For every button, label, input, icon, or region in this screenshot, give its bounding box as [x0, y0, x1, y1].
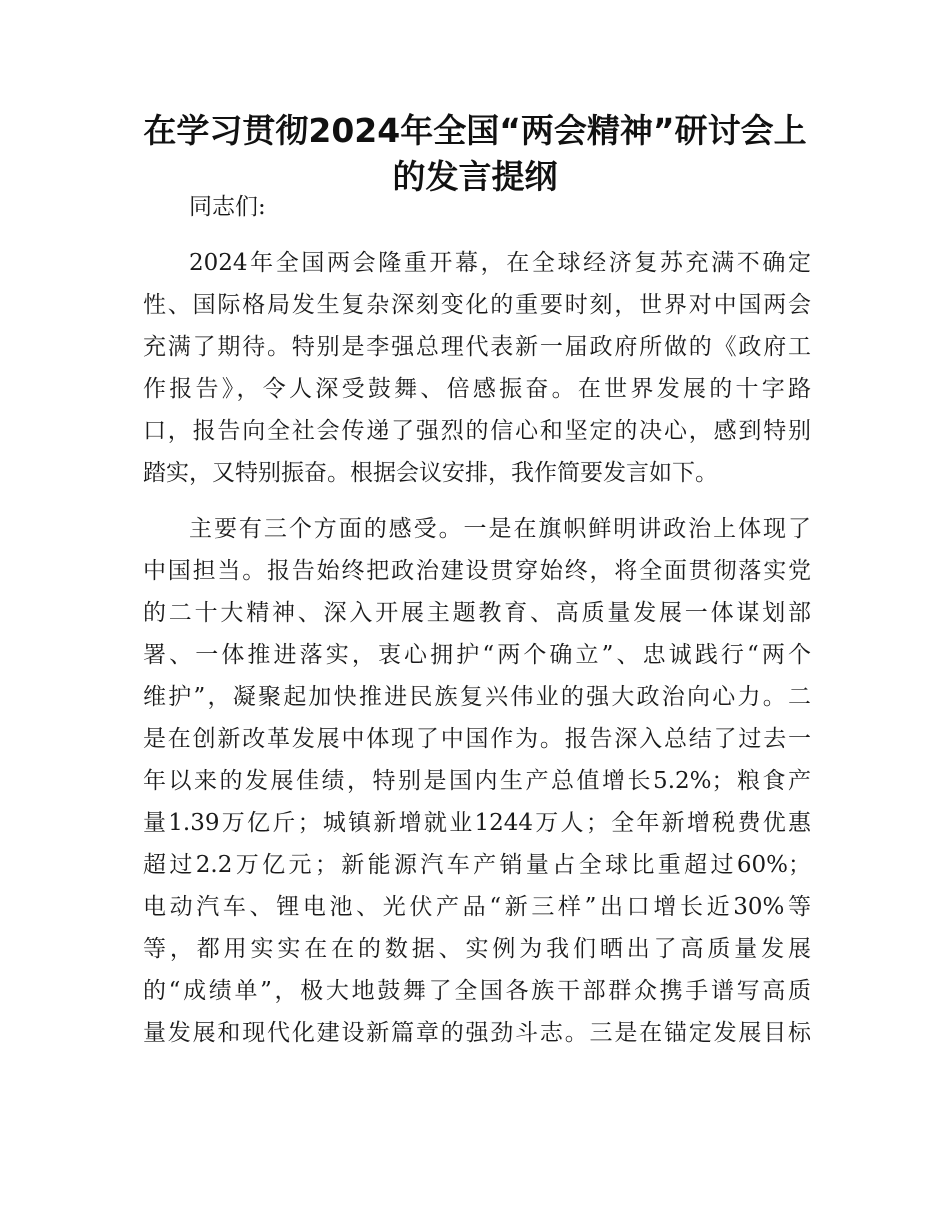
salutation: 同志们:: [189, 194, 266, 220]
paragraph-2: [143, 508, 811, 1054]
paragraph-1-line: 踏实，又特别振奋。根据会议安排，我作简要发言如下。: [143, 460, 718, 486]
paragraph-2-line: 超过2.2万亿元；新能源汽车产销量占全球比重超过60%；: [143, 852, 811, 878]
paragraph-2-line: 中国担当。报告始终把政治建设贯穿始终，将全面贯彻落实党: [143, 558, 811, 584]
document-body: [143, 186, 811, 1054]
title-line-2: 的发言提纲: [392, 157, 558, 196]
paragraph-1: [143, 242, 811, 494]
title-line-1: 在学习贯彻2024年全国“两会精神”研讨会上: [143, 111, 807, 150]
paragraph-2-line: 是在创新改革发展中体现了中国作为。报告深入总结了过去一: [143, 726, 811, 752]
paragraph-2-line: 署、一体推进落实，衷心拥护“两个确立”、忠诚践行“两个: [143, 642, 811, 668]
paragraph-2-line: 量发展和现代化建设新篇章的强劲斗志。三是在锚定发展目标: [143, 1020, 811, 1046]
paragraph-2-line: 维护”，凝聚起加快推进民族复兴伟业的强大政治向心力。二: [143, 684, 811, 710]
paragraph-1-line: 口，报告向全社会传递了强烈的信心和坚定的决心，感到特别: [143, 418, 811, 444]
paragraph-2-line: 主要有三个方面的感受。一是在旗帜鲜明讲政治上体现了: [189, 516, 811, 542]
paragraph-2-line: 量1.39万亿斤；城镇新增就业1244万人；全年新增税费优惠: [143, 810, 811, 836]
paragraph-1-line: 性、国际格局发生复杂深刻变化的重要时刻，世界对中国两会: [143, 292, 811, 318]
paragraph-2-line: 的“成绩单”，极大地鼓舞了全国各族干部群众携手谱写高质: [143, 978, 811, 1004]
paragraph-2-line: 等，都用实实在在的数据、实例为我们晒出了高质量发展: [143, 936, 811, 962]
paragraph-2-line: 的二十大精神、深入开展主题教育、高质量发展一体谋划部: [143, 600, 811, 626]
paragraph-1-line: 2024年全国两会隆重开幕，在全球经济复苏充满不确定: [189, 250, 811, 276]
paragraph-1-line: 充满了期待。特别是李强总理代表新一届政府所做的《政府工: [143, 334, 811, 360]
paragraph-2-line: 年以来的发展佳绩，特别是国内生产总值增长5.2%；粮食产: [143, 768, 811, 794]
paragraph-2-line: 电动汽车、锂电池、光伏产品“新三样”出口增长近30%等: [143, 894, 811, 920]
paragraph-1-line: 作报告》，令人深受鼓舞、倍感振奋。在世界发展的十字路: [143, 376, 811, 402]
